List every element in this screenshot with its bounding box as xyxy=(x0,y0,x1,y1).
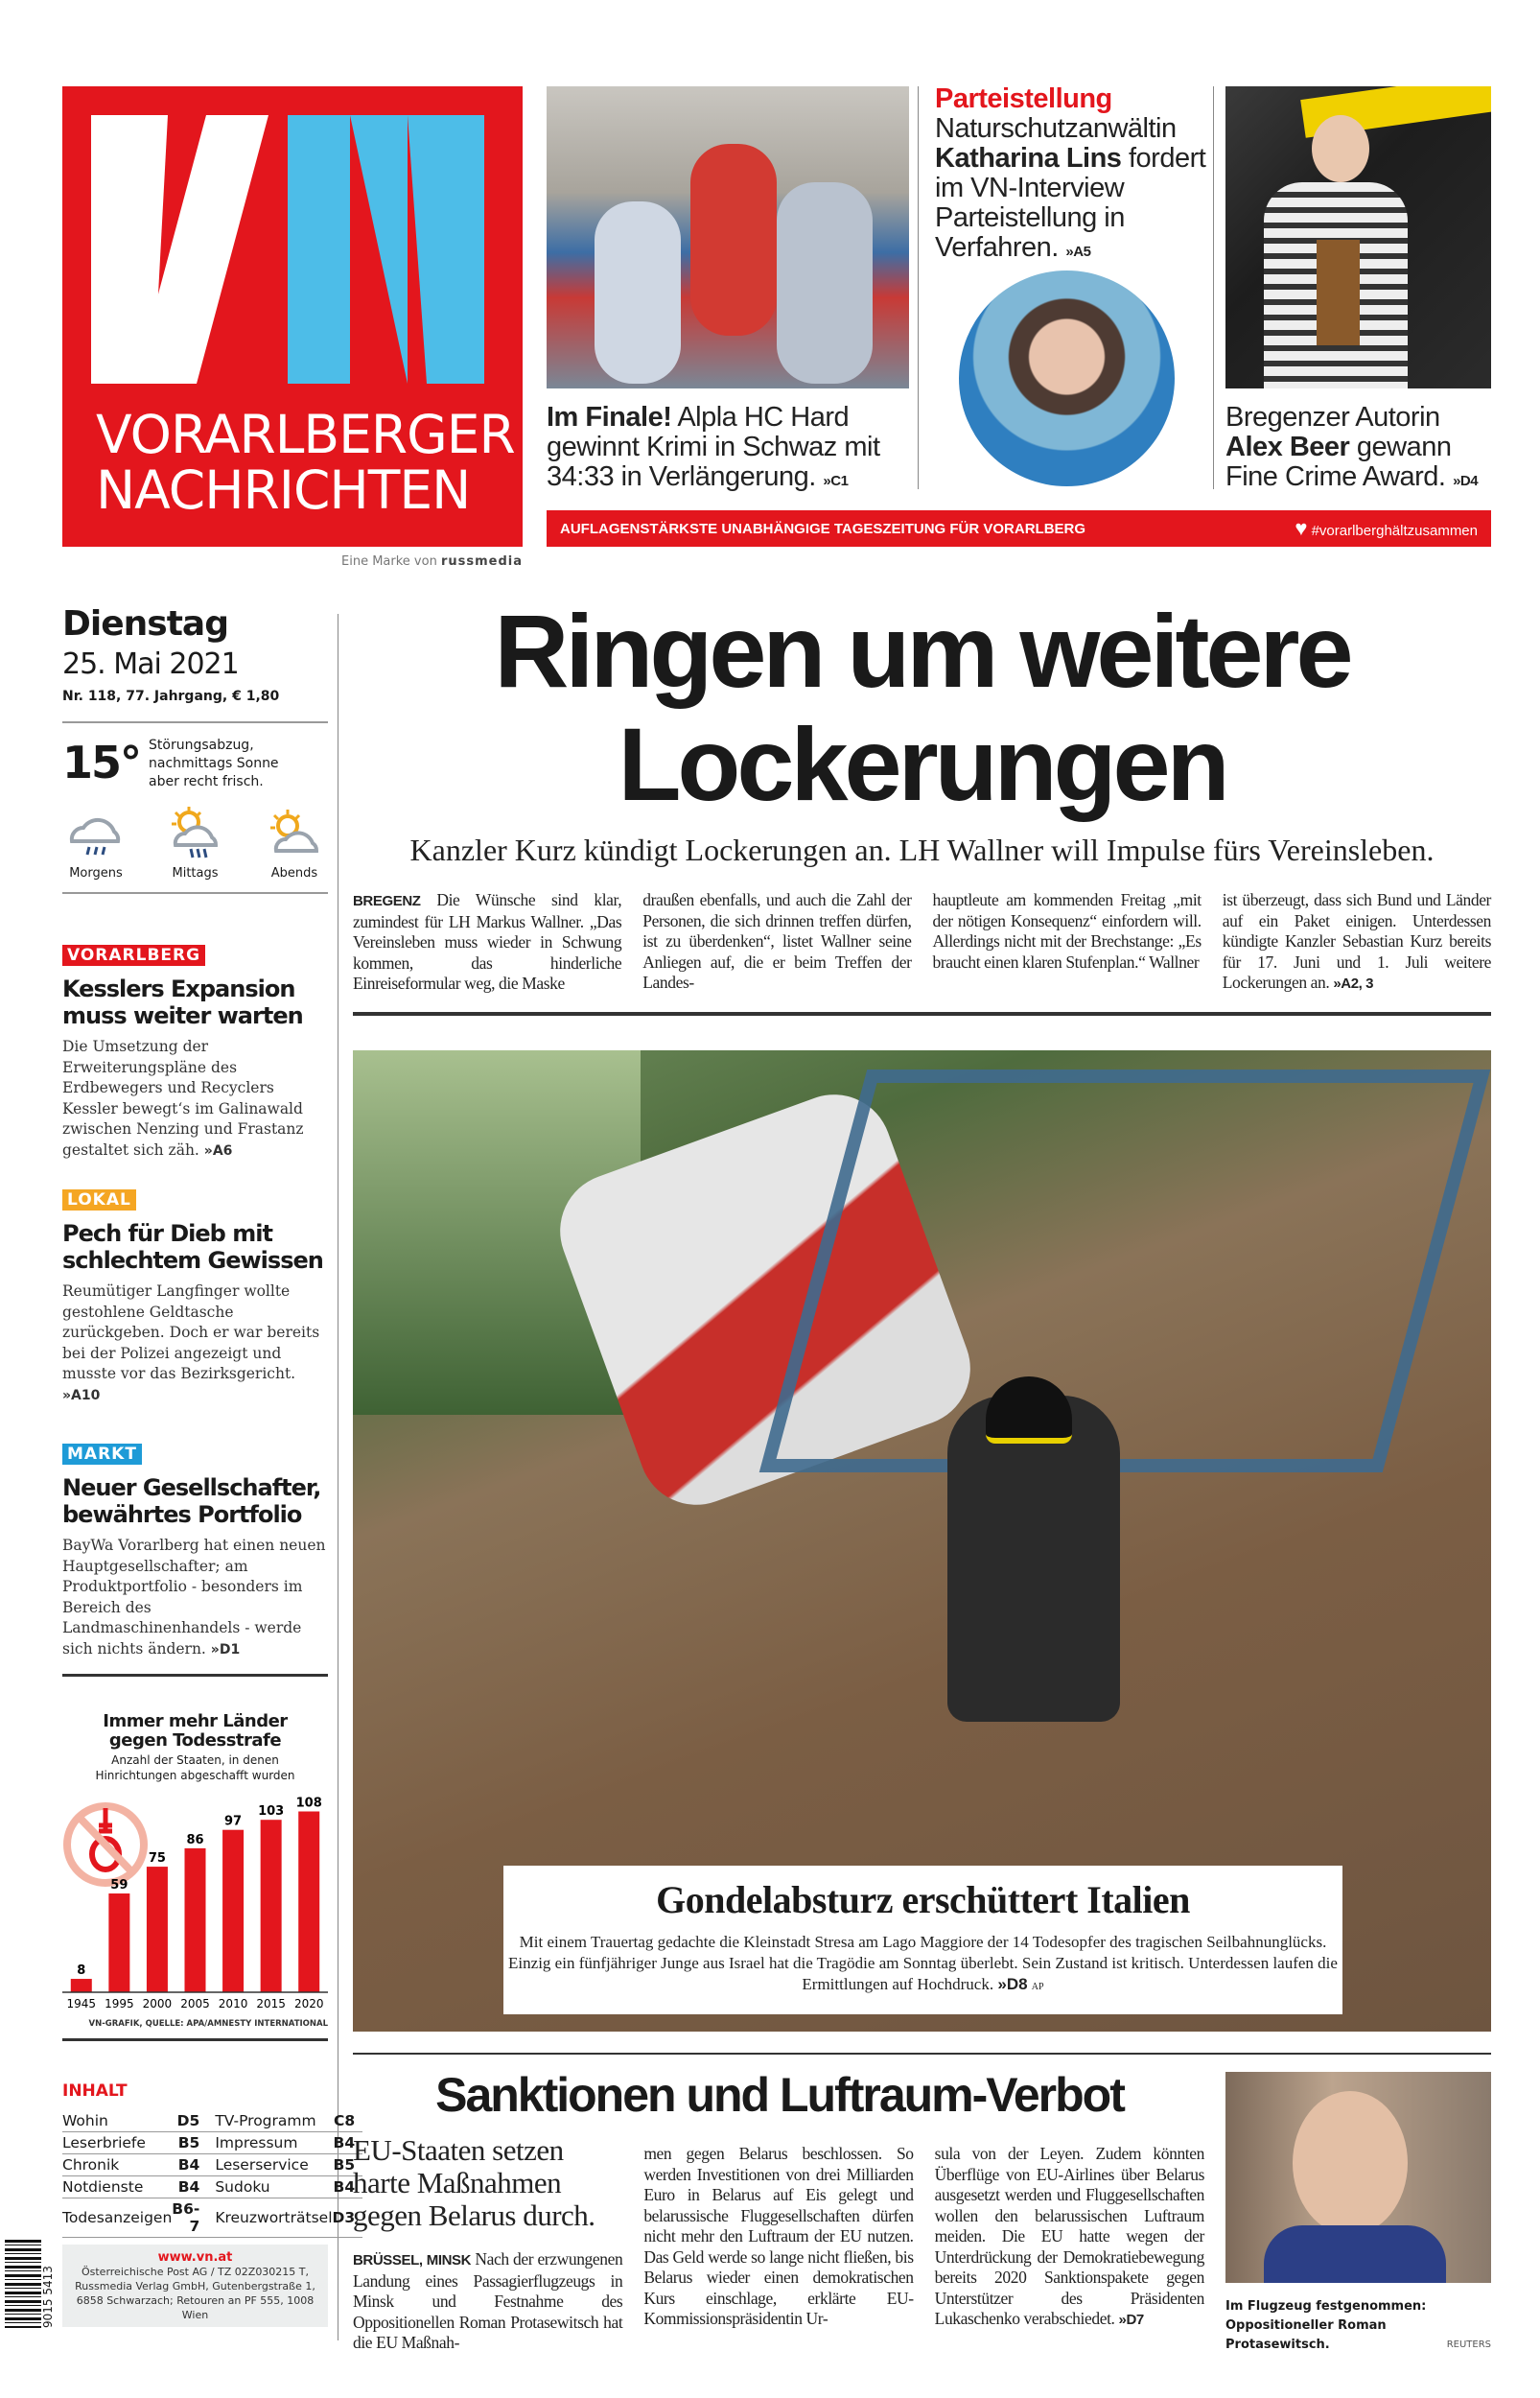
contents-page: D3 xyxy=(333,2198,363,2238)
side-story[interactable] xyxy=(62,945,328,1189)
photo-caption xyxy=(1225,2297,1491,2355)
divider xyxy=(62,2038,328,2041)
lead-subhead: Kanzler Kurz kündigt Lockerungen an. LH Wallner will Impulse fürs Vereinsleben. xyxy=(409,833,1435,867)
teaser-text: Naturschutzanwältin xyxy=(935,113,1177,144)
tagline-banner xyxy=(547,510,1491,547)
divider xyxy=(62,721,328,723)
column-text: Nach der erzwungenen Landung eines Passagierflugzeugs in Minsk und Festnahme des Oppositionellen Roman Protasewitsch hat die EU Maßnah- xyxy=(353,2249,623,2352)
name-line-1: VORARLBERGER xyxy=(96,404,515,465)
forecast-label: Mittags xyxy=(172,866,219,881)
player-white xyxy=(595,201,681,384)
divider xyxy=(62,892,328,894)
x-tick-label: 2020 xyxy=(293,1997,324,2010)
page-ref: »D7 xyxy=(1118,2312,1144,2328)
website-link[interactable]: www.vn.at xyxy=(157,2250,233,2265)
cable-car-frame xyxy=(759,1070,1491,1472)
lead-column: hauptleute am kommenden Freitag „mit der nötigen Konsequenz“ einfordern will. Allerdings nicht mit der Brechstange: „Es braucht einen klaren Stufenplan.“ Wallner xyxy=(932,890,1202,972)
contents-label[interactable]: Todesanzeigen xyxy=(62,2198,172,2238)
divider xyxy=(353,1012,1491,1016)
contents-label[interactable]: Wohin xyxy=(62,2110,172,2132)
contents-title: INHALT xyxy=(62,2081,128,2101)
person-shirt xyxy=(1264,2225,1446,2283)
rain-cloud-icon xyxy=(62,805,129,862)
contents-page: D5 xyxy=(172,2110,207,2132)
contents-label[interactable]: Kreuzworträtsel xyxy=(207,2198,332,2238)
column-text: sula von der Leyen. Zudem könnten Überflüge von EU-Airlines über Belarus ausgesetzt werden und Fluggesellschaften wollen den belarussischen Luftraum meiden. Die EU hatte wegen der Unterdrückung der Demokratiebewegung bereits 2020 Sanktionspakete gegen Unterstützer des Präsidenten Lukaschenko verabschiedet. xyxy=(934,2144,1204,2328)
section-tag: LOKAL xyxy=(62,1189,136,1211)
x-tick-label: 2005 xyxy=(180,1997,210,2010)
second-body xyxy=(353,2134,1204,2354)
divider xyxy=(1213,86,1214,489)
lead-column xyxy=(353,890,621,995)
brand-line xyxy=(288,554,523,569)
lead-headline[interactable] xyxy=(353,595,1491,821)
contents-label[interactable]: TV-Programm xyxy=(207,2110,332,2132)
person-face xyxy=(1312,115,1369,182)
player-red xyxy=(690,144,777,336)
story-body xyxy=(62,1281,328,1406)
page-ref: »A6 xyxy=(203,1142,233,1159)
x-tick-label: 2010 xyxy=(218,1997,248,2010)
side-story[interactable] xyxy=(62,1189,328,1444)
second-deck: EU-Staaten setzen harte Maßnahmen gegen Belarus durch. xyxy=(353,2133,595,2232)
section-tag: MARKT xyxy=(62,1444,142,1465)
x-tick-label: 2000 xyxy=(142,1997,173,2010)
vn-logo[interactable] xyxy=(62,86,523,547)
teaser-bold: Alex Beer xyxy=(1225,432,1350,462)
page-ref: »D1 xyxy=(210,1641,241,1657)
headline-line-2: Lockerungen xyxy=(618,706,1226,822)
bar-value-label: 8 xyxy=(77,1963,86,1979)
contents-page: B6-7 xyxy=(172,2198,207,2238)
contents-row xyxy=(62,2154,362,2176)
award-trophy xyxy=(1317,240,1360,345)
second-column xyxy=(935,2134,1204,2354)
forecast-morning xyxy=(62,805,129,881)
russmedia-logo: russmedia xyxy=(440,554,523,569)
forecast-label: Morgens xyxy=(69,866,123,881)
story-text: Mit einem Trauertag gedachte die Kleinstadt Stresa am Lago Maggiore der 14 Todesopfer des tragischen Seilbahnunglücks. Einzig ein fünfjähriger Junge aus Israel hat die Tragödie am Sonntag überlebt. Sein Zustand ist kritisch. Unterdessen laufen die Ermittlungen auf Hochdruck. xyxy=(508,1933,1338,1993)
hashtag-text: #vorarlberghältzusammen xyxy=(1311,523,1478,539)
second-column: men gegen Belarus beschlossen. So werden Investitionen von drei Milliarden Euro in Belarus auf Eis gelegt und belarussische Fluggesellschaften dürfen nicht mehr den Luftraum der EU nutzen. Das Geld werde so lange nicht fließen, bis Belarus wieder einen demokratischen Kurs einschlage, erklärte EU-Kommissionspräsidentin Ur- xyxy=(643,2144,914,2328)
lead-column xyxy=(1223,890,1491,995)
teaser-text: Bregenzer Autorin xyxy=(1225,402,1440,433)
protasewitsch-photo[interactable] xyxy=(1225,2072,1491,2283)
chart-bar xyxy=(108,1893,129,1992)
player-grey xyxy=(777,182,873,384)
issue-info: Nr. 118, 77. Jahrgang, € 1,80 xyxy=(62,689,280,704)
bar-value-label: 86 xyxy=(186,1832,204,1847)
contents-label[interactable]: Sudoku xyxy=(207,2176,332,2198)
sun-cloud-icon xyxy=(261,805,328,862)
photo-story-body xyxy=(503,1932,1342,1998)
divider xyxy=(918,86,919,489)
chart-plot xyxy=(62,1789,328,2019)
forecast-midday xyxy=(162,805,229,881)
heart-icon: ♥ xyxy=(1295,516,1308,540)
story-text: Die Umsetzung der Erweiterungspläne des Erdbewegers und Recyclers Kessler bewegt‘s im Galinawald zwischen Nenzing und Frastanz gestaltet sich zäh. xyxy=(62,1038,304,1159)
temperature: 15° xyxy=(62,737,141,788)
name-line-2: NACHRICHTEN xyxy=(96,459,471,521)
story-title: Kesslers Expansion muss weiter warten xyxy=(62,976,303,1029)
teaser-alex-beer[interactable] xyxy=(1225,403,1504,496)
contents-page: B4 xyxy=(172,2154,207,2176)
story-title: Neuer Gesellschafter, bewährtes Portfolio xyxy=(62,1474,321,1528)
edition-info xyxy=(62,604,328,894)
contents-row xyxy=(62,2176,362,2198)
weather xyxy=(62,737,328,791)
dateline: BRÜSSEL, MINSK xyxy=(353,2252,472,2269)
publisher-footer xyxy=(62,2245,328,2327)
lead-body xyxy=(353,890,1491,995)
side-stories xyxy=(62,945,328,1660)
contents-label[interactable]: Chronik xyxy=(62,2154,172,2176)
story-text: BayWa Vorarlberg hat einen neuen Hauptgesellschafter; am Produktportfolio - besonders im Bereich des Landmaschinenhandels - werde sich nichts ändern. xyxy=(62,1537,326,1657)
chart-bar xyxy=(261,1820,282,1992)
brand-prefix: Eine Marke von xyxy=(341,554,437,569)
second-headline[interactable]: Sanktionen und Luftraum-Verbot xyxy=(435,2068,1124,2122)
divider xyxy=(353,2053,1491,2055)
footer-line: Österreichische Post AG / TZ 02Z030215 T, xyxy=(81,2266,310,2278)
photo-credit: REUTERS xyxy=(1446,2339,1491,2350)
contents-page: B5 xyxy=(172,2132,207,2154)
teaser-handball[interactable] xyxy=(547,403,911,496)
alex-beer-photo[interactable] xyxy=(1225,86,1491,388)
bar-value-label: 75 xyxy=(148,1851,166,1867)
bar-value-label: 103 xyxy=(258,1804,285,1820)
teaser-bold: Katharina Lins xyxy=(935,143,1122,174)
section-tag: VORARLBERG xyxy=(62,945,205,966)
photo-caption-box xyxy=(503,1866,1342,2014)
caption-text: Im Flugzeug festgenommen: Oppositioneller Roman Protasewitsch. xyxy=(1225,2299,1427,2352)
contents-box xyxy=(62,2081,356,2238)
contents-row xyxy=(62,2110,362,2132)
contents-row xyxy=(62,2132,362,2154)
footer-line: Russmedia Verlag GmbH, Gutenbergstraße 1, xyxy=(75,2280,315,2292)
weather-description: Störungsabzug, nachmittags Sonne aber recht frisch. xyxy=(149,738,279,789)
chart-bar xyxy=(185,1848,206,1992)
teaser-text: gewann Fine Crime Award. xyxy=(1225,432,1452,492)
second-column xyxy=(353,2134,622,2354)
contents-page: B4 xyxy=(172,2176,207,2198)
handball-photo[interactable] xyxy=(547,86,909,388)
forecast-evening xyxy=(261,805,328,881)
divider xyxy=(62,1674,328,1677)
contents-label[interactable]: Leserservice xyxy=(207,2154,332,2176)
chart-subtitle: Anzahl der Staaten, in denen Hinrichtungen abgeschafft wurden xyxy=(95,1753,295,1782)
teaser-bold: Im Finale! xyxy=(547,402,672,433)
contents-page: B4 xyxy=(333,2176,363,2198)
contents-label[interactable]: Impressum xyxy=(207,2132,332,2154)
chart-title: Immer mehr Länder gegen Todesstrafe xyxy=(103,1711,288,1751)
contents-label[interactable]: Leserbriefe xyxy=(62,2132,172,2154)
barcode-number: 9015 5413 xyxy=(41,2240,55,2328)
headline-line-1: Ringen um weitere xyxy=(494,593,1350,709)
contents-table xyxy=(62,2110,362,2238)
lead-column: draußen ebenfalls, und auch die Zahl der Personen, die sich drinnen treffen dürfen, ist zu überdenken“, listet Wallner seine Anliegen auf, die er beim Treffen der Landes- xyxy=(642,890,912,992)
firefighter xyxy=(947,1396,1120,1722)
lins-portrait[interactable] xyxy=(959,270,1175,486)
teaser-lins[interactable] xyxy=(935,84,1213,267)
no-noose-icon xyxy=(67,1806,144,1883)
side-story[interactable] xyxy=(62,1444,328,1660)
page-ref: »A2, 3 xyxy=(1333,976,1374,992)
bar-value-label: 108 xyxy=(295,1796,322,1811)
page-ref: »D8 xyxy=(997,1975,1028,1993)
teaser-text: Alpla HC Hard gewinnt Krimi in Schwaz mit 34:33 in Verlängerung. xyxy=(547,402,880,492)
dateline: BREGENZ xyxy=(353,893,421,909)
story-text: Reumütiger Langfinger wollte gestohlene Geldtasche zurückgeben. Doch er war bereits bei der Polizei angezeigt und musste vor das Bezirksgericht. xyxy=(62,1282,320,1382)
column-text: Die Wünsche sind klar, zumindest für LH Markus Wallner. „Das Vereinsleben muss wieder in Schwung kommen, das hinderliche Einreiseformular weg, die Maske xyxy=(353,890,622,993)
tagline: AUFLAGENSTÄRKSTE UNABHÄNGIGE TAGESZEITUNG FÜR VORARLBERG xyxy=(560,520,1086,537)
teaser-text: fordert im VN-Interview Parteistellung in Verfahren. xyxy=(935,143,1206,263)
page-ref: »D4 xyxy=(1453,473,1479,489)
contents-page: C8 xyxy=(333,2110,363,2132)
column-text: ist überzeugt, dass sich Bund und Länder auf ein Paket einigen. Unterdessen kündigte Kanzler Sebastian Kurz bereits für 17. Juni und 1. Juli weitere Lockerungen an. xyxy=(1222,890,1491,992)
contents-row xyxy=(62,2198,362,2238)
footer-line: 6858 Schwarzach; Retouren an PF 555, 1008 Wien xyxy=(76,2294,315,2321)
weather-forecast xyxy=(62,805,328,881)
chart-bar xyxy=(71,1979,92,1992)
sun-rain-cloud-icon xyxy=(162,805,229,862)
story-title: Pech für Dieb mit schlechtem Gewissen xyxy=(62,1220,323,1274)
date: 25. Mai 2021 xyxy=(62,647,239,681)
bar-value-label: 97 xyxy=(224,1814,243,1829)
contents-page: B5 xyxy=(333,2154,363,2176)
x-tick-label: 2015 xyxy=(256,1997,286,2010)
teaser-kicker: Parteistellung xyxy=(935,83,1112,114)
weekday: Dienstag xyxy=(62,604,228,644)
chart-source: VN-GRAFIK, QUELLE: APA/AMNESTY INTERNATIONAL xyxy=(88,2019,328,2029)
bar-value-label: 59 xyxy=(110,1878,128,1893)
story-body xyxy=(62,1536,328,1660)
story-body xyxy=(62,1037,328,1162)
death-penalty-chart xyxy=(62,1712,328,2034)
photo-story-title[interactable]: Gondelabsturz erschüttert Italien xyxy=(656,1878,1190,1921)
chart-bar xyxy=(147,1867,168,1992)
page-ref: »C1 xyxy=(823,473,849,489)
forecast-label: Abends xyxy=(270,866,318,881)
chart-bar xyxy=(298,1811,319,1992)
page-ref: »A10 xyxy=(62,1387,101,1403)
person-face xyxy=(1293,2091,1408,2235)
hashtag[interactable] xyxy=(1295,516,1478,541)
contents-page: B4 xyxy=(333,2132,363,2154)
page-ref: »A5 xyxy=(1065,244,1091,260)
chart-bar xyxy=(222,1830,244,1992)
contents-label[interactable]: Notdienste xyxy=(62,2176,172,2198)
newspaper-name xyxy=(96,404,515,521)
x-tick-label: 1945 xyxy=(66,1997,97,2010)
photo-credit: AP xyxy=(1031,1982,1044,1992)
barcode xyxy=(5,2240,53,2328)
x-tick-label: 1995 xyxy=(105,1997,134,2010)
